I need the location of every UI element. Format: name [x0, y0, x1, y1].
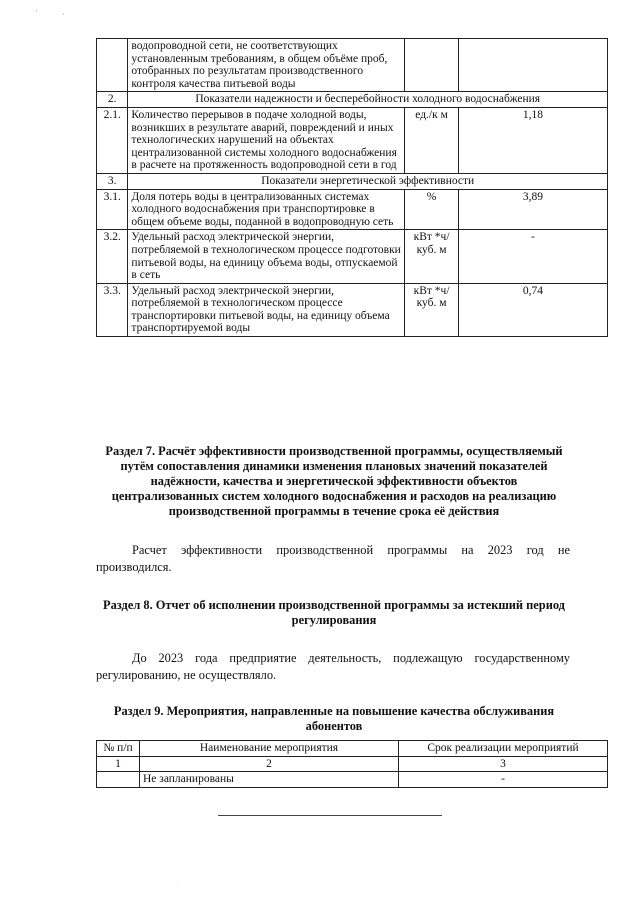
indicator-name: Количество перерывов в подаче холодной воды, возникших в результате аварий, повреждений и иных технологических нарушений на объектах централизованной системы холодного водоснабжения в расчете на протяженность водопроводной сети в год — [128, 107, 405, 173]
cell-number — [97, 772, 140, 788]
col-header-deadline: Срок реализации мероприятий — [399, 741, 608, 757]
col-header-name: Наименование мероприятия — [140, 741, 399, 757]
section8-heading: Раздел 8. Отчет об исполнении производственной программы за истекший период регулирования — [103, 598, 565, 627]
section8-text: До 2023 года предприятие деятельность, подлежащую государственному регулированию, не осуществляло. — [96, 651, 570, 682]
section9-heading: Раздел 9. Мероприятия, направленные на повышение качества обслуживания абонентов — [113, 704, 555, 733]
table-header-row — [97, 741, 608, 757]
row-number: 3.1. — [97, 189, 128, 230]
indicator-unit — [405, 39, 459, 92]
indicator-name: Удельный расход электрической энергии, потребляемой в технологическом процессе транспортировки питьевой воды, на единицу объема транспортируемой воды — [128, 283, 405, 336]
table-row — [97, 230, 608, 283]
section7-text: Расчет эффективности производственной программы на 2023 год не производился. — [96, 543, 570, 574]
section-number: 3. — [97, 173, 128, 189]
row-number — [97, 39, 128, 92]
scan-dot: · — [177, 882, 179, 888]
table-row — [97, 39, 608, 92]
indicator-value — [458, 39, 607, 92]
col-number: 2 — [140, 756, 399, 772]
indicator-value: 0,74 — [458, 283, 607, 336]
indicators-table — [96, 38, 608, 337]
row-number: 2.1. — [97, 107, 128, 173]
table-section-row — [97, 92, 608, 108]
indicator-value: 3,89 — [458, 189, 607, 230]
table-row — [97, 283, 608, 336]
col-number: 1 — [97, 756, 140, 772]
section-number: 2. — [97, 92, 128, 108]
row-number: 3.2. — [97, 230, 128, 283]
col-number: 3 — [399, 756, 608, 772]
table-numbering-row — [97, 756, 608, 772]
indicator-unit: кВт *ч/ куб. м — [405, 283, 459, 336]
indicator-name: Доля потерь воды в централизованных системах холодного водоснабжения при транспортировке в общем объеме воды, поданной в водопроводную сеть — [128, 189, 405, 230]
section-title: Показатели энергетической эффективности — [128, 173, 608, 189]
table-row — [97, 772, 608, 788]
col-header-number: № п/п — [97, 741, 140, 757]
table-row — [97, 189, 608, 230]
measures-table — [96, 740, 608, 788]
indicator-unit: ед./к м — [405, 107, 459, 173]
indicator-value: - — [458, 230, 607, 283]
table-row — [97, 107, 608, 173]
section-title: Показатели надежности и бесперебойности холодного водоснабжения — [128, 92, 608, 108]
indicator-value: 1,18 — [458, 107, 607, 173]
indicator-unit: кВт *ч/ куб. м — [405, 230, 459, 283]
end-rule — [218, 815, 442, 816]
indicator-unit: % — [405, 189, 459, 230]
table-section-row — [97, 173, 608, 189]
indicator-name: водопроводной сети, не соответствующих установленным требованиям, в общем объёме проб, отобранных по результатам производственного контроля качества питьевой воды — [128, 39, 405, 92]
cell-deadline: - — [399, 772, 608, 788]
cell-measure-name: Не запланированы — [140, 772, 399, 788]
indicator-name: Удельный расход электрической энергии, потребляемой в технологическом процессе подготовки питьевой воды, на единицу объема воды, отпускаемой в сеть — [128, 230, 405, 283]
row-number: 3.3. — [97, 283, 128, 336]
section7-heading: Раздел 7. Расчёт эффективности производственной программы, осуществляемый путём сопоставления динамики изменения плановых значений показателей надёжности, качества и энергетической эффективности объектов централизованных систем холодного водоснабжения и расходов на реализацию производственной программы в течение срока её действия — [105, 444, 563, 518]
scan-marks: ' , — [36, 10, 77, 16]
